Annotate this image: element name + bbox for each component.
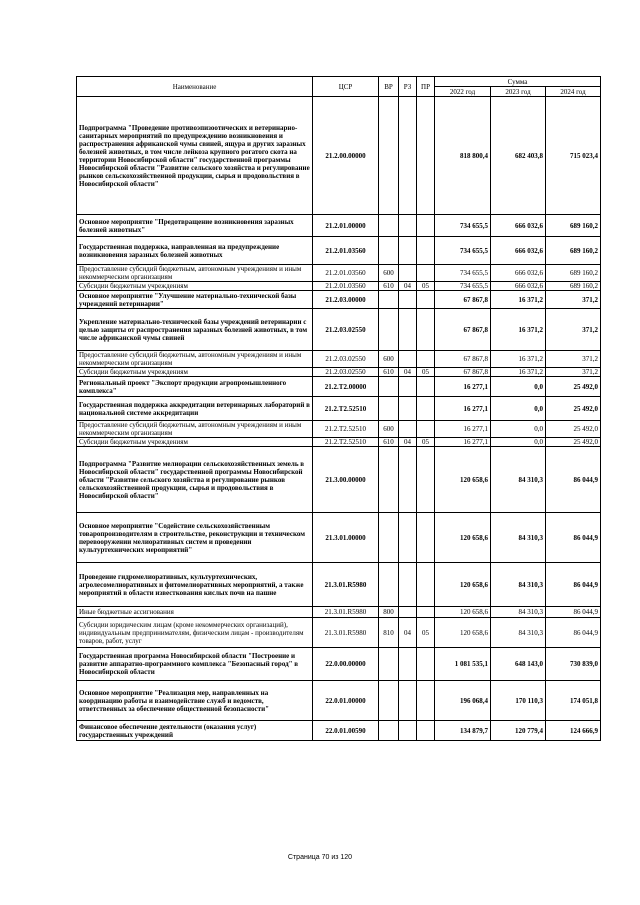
row-value-2024: 86 044,9 [546, 447, 601, 513]
row-rz [399, 513, 417, 563]
row-value-2023: 170 110,3 [491, 681, 546, 721]
table-row [77, 309, 601, 351]
row-csr: 21.2.03.02550 [313, 309, 379, 351]
table-row [77, 291, 601, 309]
row-pr: 05 [417, 438, 435, 447]
row-value-2024: 86 044,9 [546, 618, 601, 648]
row-vr: 600 [379, 265, 399, 282]
row-vr [379, 237, 399, 265]
row-value-2024: 25 492,0 [546, 397, 601, 421]
table-row [77, 607, 601, 618]
row-value-2022: 67 867,8 [435, 291, 491, 309]
row-rz: 04 [399, 368, 417, 377]
table-row [77, 97, 601, 215]
row-value-2024: 689 160,2 [546, 282, 601, 291]
row-value-2023: 666 032,6 [491, 215, 546, 237]
header-csr: ЦСР [313, 77, 379, 97]
row-name: Субсидии бюджетным учреждениям [77, 282, 313, 291]
row-pr [417, 265, 435, 282]
row-rz [399, 215, 417, 237]
table-row [77, 377, 601, 397]
row-csr: 21.2.01.03560 [313, 237, 379, 265]
row-pr [417, 421, 435, 438]
row-value-2023: 84 310,3 [491, 513, 546, 563]
row-value-2022: 16 277,1 [435, 421, 491, 438]
row-pr [417, 215, 435, 237]
table-row [77, 351, 601, 368]
row-value-2022: 120 658,6 [435, 563, 491, 607]
row-name: Основное мероприятие "Реализация мер, направленных на координацию работы и взаимодействие служб и ведомств, ответственных за обеспечение общественной безопасности" [77, 681, 313, 721]
row-name: Иные бюджетные ассигнования [77, 607, 313, 618]
row-value-2022: 818 800,4 [435, 97, 491, 215]
row-rz [399, 681, 417, 721]
row-vr: 810 [379, 618, 399, 648]
page-number: Страница 70 из 120 [287, 854, 353, 861]
row-csr: 21.2.01.03560 [313, 265, 379, 282]
row-value-2022: 734 655,5 [435, 215, 491, 237]
row-csr: 21.3.01.R5980 [313, 607, 379, 618]
row-value-2022: 67 867,8 [435, 309, 491, 351]
row-value-2023: 84 310,3 [491, 563, 546, 607]
row-pr [417, 291, 435, 309]
row-rz [399, 351, 417, 368]
row-value-2022: 16 277,1 [435, 377, 491, 397]
table-row [77, 513, 601, 563]
row-pr [417, 309, 435, 351]
row-rz [399, 237, 417, 265]
table-row [77, 563, 601, 607]
row-pr [417, 377, 435, 397]
table-row [77, 397, 601, 421]
row-value-2022: 120 658,6 [435, 513, 491, 563]
row-value-2023: 0,0 [491, 421, 546, 438]
row-value-2022: 134 879,7 [435, 721, 491, 741]
row-value-2024: 730 839,0 [546, 648, 601, 681]
table-row [77, 438, 601, 447]
row-value-2023: 16 371,2 [491, 351, 546, 368]
row-name: Региональный проект "Экспорт продукции агропромышленного комплекса" [77, 377, 313, 397]
row-pr [417, 513, 435, 563]
row-csr: 21.2.03.00000 [313, 291, 379, 309]
row-value-2024: 25 492,0 [546, 421, 601, 438]
row-vr [379, 397, 399, 421]
row-pr: 05 [417, 282, 435, 291]
row-rz [399, 97, 417, 215]
row-pr [417, 351, 435, 368]
row-value-2022: 16 277,1 [435, 438, 491, 447]
row-value-2024: 25 492,0 [546, 377, 601, 397]
header-year-2023: 2023 год [491, 87, 546, 97]
row-value-2023: 84 310,3 [491, 618, 546, 648]
row-vr [379, 97, 399, 215]
row-rz [399, 421, 417, 438]
row-value-2024: 715 023,4 [546, 97, 601, 215]
row-value-2023: 0,0 [491, 397, 546, 421]
row-value-2023: 0,0 [491, 377, 546, 397]
row-pr [417, 397, 435, 421]
table-row [77, 447, 601, 513]
row-rz [399, 607, 417, 618]
row-value-2023: 666 032,6 [491, 237, 546, 265]
row-value-2022: 1 081 535,1 [435, 648, 491, 681]
row-csr: 21.3.01.R5980 [313, 618, 379, 648]
row-name: Подпрограмма "Развитие мелиорации сельскохозяйственных земель в Новосибирской области" государственной программы Новосибирской области "Развитие сельского хозяйства и регулирование рынков сельскохозяйственной продукции, сырья и продовольствия в Новосибирской области" [77, 447, 313, 513]
row-value-2023: 682 403,8 [491, 97, 546, 215]
row-name: Государственная программа Новосибирской области "Построение и развитие аппаратно-программного комплекса "Безопасный город" в Новосибирской области [77, 648, 313, 681]
table-body [77, 97, 601, 741]
row-value-2024: 86 044,9 [546, 607, 601, 618]
row-value-2022: 67 867,8 [435, 351, 491, 368]
row-rz [399, 309, 417, 351]
row-csr: 22.0.00.00000 [313, 648, 379, 681]
row-value-2023: 16 371,2 [491, 309, 546, 351]
row-value-2022: 196 068,4 [435, 681, 491, 721]
table-row [77, 237, 601, 265]
row-vr [379, 309, 399, 351]
row-value-2023: 16 371,2 [491, 291, 546, 309]
row-value-2023: 120 779,4 [491, 721, 546, 741]
table-row [77, 421, 601, 438]
row-csr: 22.0.01.00590 [313, 721, 379, 741]
header-name: Наименование [77, 77, 313, 97]
row-csr: 21.2.00.00000 [313, 97, 379, 215]
table-row [77, 618, 601, 648]
row-rz [399, 377, 417, 397]
row-value-2022: 734 655,5 [435, 265, 491, 282]
row-name: Основное мероприятие "Содействие сельскохозяйственным товаропроизводителям в строительстве, реконструкции и техническом перевооружении мелиоративных систем и проведении культуртехнических мероприятий" [77, 513, 313, 563]
row-vr [379, 513, 399, 563]
row-name: Финансовое обеспечение деятельности (оказания услуг) государственных учреждений [77, 721, 313, 741]
row-name: Предоставление субсидий бюджетным, автономным учреждениям и иным некоммерческим организациям [77, 351, 313, 368]
header-sum: Сумма [435, 77, 601, 87]
row-pr [417, 721, 435, 741]
row-pr [417, 97, 435, 215]
row-value-2024: 689 160,2 [546, 237, 601, 265]
row-name: Государственная поддержка, направленная на предупреждение возникновения заразных болезней животных [77, 237, 313, 265]
row-value-2022: 120 658,6 [435, 618, 491, 648]
row-value-2024: 86 044,9 [546, 563, 601, 607]
row-value-2024: 371,2 [546, 309, 601, 351]
row-name: Субсидии юридическим лицам (кроме некоммерческих организаций), индивидуальным предпринимателям, физическим лицам - производителям товаров, работ, услуг [77, 618, 313, 648]
budget-table [76, 76, 601, 741]
row-name: Основное мероприятие "Предотвращение возникновения заразных болезней животных" [77, 215, 313, 237]
row-rz [399, 397, 417, 421]
row-value-2023: 84 310,3 [491, 607, 546, 618]
row-value-2023: 0,0 [491, 438, 546, 447]
row-vr: 610 [379, 282, 399, 291]
row-vr: 610 [379, 438, 399, 447]
row-value-2022: 734 655,5 [435, 237, 491, 265]
row-value-2024: 371,2 [546, 368, 601, 377]
row-name: Государственная поддержка аккредитации ветеринарных лабораторий в национальной системе аккредитации [77, 397, 313, 421]
row-rz: 04 [399, 438, 417, 447]
row-csr: 21.2.03.02550 [313, 368, 379, 377]
row-rz [399, 265, 417, 282]
row-csr: 21.3.00.00000 [313, 447, 379, 513]
table-row [77, 681, 601, 721]
header-vr: ВР [379, 77, 399, 97]
row-name: Проведение гидромелиоративных, культуртехнических, агролесомелиоративных и фитомелиоративных мероприятий, а также мероприятий в области известкования кислых почв на пашне [77, 563, 313, 607]
table-row [77, 721, 601, 741]
row-pr: 05 [417, 368, 435, 377]
row-pr: 05 [417, 618, 435, 648]
row-value-2024: 371,2 [546, 351, 601, 368]
row-pr [417, 607, 435, 618]
row-csr: 21.2.03.02550 [313, 351, 379, 368]
row-pr [417, 563, 435, 607]
row-vr: 600 [379, 351, 399, 368]
row-value-2024: 86 044,9 [546, 513, 601, 563]
header-year-2024: 2024 год [546, 87, 601, 97]
row-pr [417, 447, 435, 513]
row-csr: 21.2.01.03560 [313, 282, 379, 291]
table-row [77, 648, 601, 681]
row-vr [379, 563, 399, 607]
row-vr [379, 377, 399, 397]
row-rz [399, 447, 417, 513]
row-pr [417, 237, 435, 265]
table-row [77, 215, 601, 237]
row-name: Субсидии бюджетным учреждениям [77, 368, 313, 377]
header-year-2022: 2022 год [435, 87, 491, 97]
row-vr: 800 [379, 607, 399, 618]
row-vr [379, 215, 399, 237]
row-name: Предоставление субсидий бюджетным, автономным учреждениям и иным некоммерческим организациям [77, 421, 313, 438]
row-name: Субсидии бюджетным учреждениям [77, 438, 313, 447]
row-csr: 21.2.T2.00000 [313, 377, 379, 397]
row-value-2022: 734 655,5 [435, 282, 491, 291]
row-value-2024: 371,2 [546, 291, 601, 309]
row-value-2024: 689 160,2 [546, 265, 601, 282]
header-pr: ПР [417, 77, 435, 97]
row-rz [399, 721, 417, 741]
row-value-2022: 120 658,6 [435, 447, 491, 513]
table-row [77, 368, 601, 377]
row-csr: 21.3.01.00000 [313, 513, 379, 563]
row-vr [379, 648, 399, 681]
row-csr: 21.2.01.00000 [313, 215, 379, 237]
row-vr [379, 681, 399, 721]
row-vr [379, 447, 399, 513]
header-rz: РЗ [399, 77, 417, 97]
row-vr: 600 [379, 421, 399, 438]
row-csr: 22.0.01.00000 [313, 681, 379, 721]
row-rz [399, 291, 417, 309]
row-value-2024: 689 160,2 [546, 215, 601, 237]
row-value-2022: 16 277,1 [435, 397, 491, 421]
row-value-2023: 666 032,6 [491, 282, 546, 291]
row-rz [399, 648, 417, 681]
row-csr: 21.2.T2.52510 [313, 421, 379, 438]
row-vr [379, 291, 399, 309]
row-value-2023: 648 143,0 [491, 648, 546, 681]
row-value-2022: 120 658,6 [435, 607, 491, 618]
row-pr [417, 648, 435, 681]
row-name: Основное мероприятие "Улучшение материально-технической базы учреждений ветеринарии" [77, 291, 313, 309]
row-rz: 04 [399, 282, 417, 291]
row-name: Предоставление субсидий бюджетным, автономным учреждениям и иным некоммерческим организациям [77, 265, 313, 282]
row-vr [379, 721, 399, 741]
row-csr: 21.2.T2.52510 [313, 438, 379, 447]
row-value-2024: 25 492,0 [546, 438, 601, 447]
row-name: Подпрограмма "Проведение противоэпизоотических и ветеринарно-санитарных мероприятий по предупреждению возникновения и распространения африканской чумы свиней, ящура и других заразных болезней животных, в том числе лейкоза крупного рогатого скота на территории Новосибирской области" государственной программы Новосибирской области "Развитие сельского хозяйства и регулирование рынков сельскохозяйственной продукции, сырья и продовольствия в Новосибирской области" [77, 97, 313, 215]
row-value-2022: 67 867,8 [435, 368, 491, 377]
row-value-2024: 124 666,9 [546, 721, 601, 741]
row-name: Укрепление материально-технической базы учреждений ветеринарии с целью защиты от распространения заразных болезней животных, в том числе африканской чумы свиней [77, 309, 313, 351]
row-value-2023: 666 032,6 [491, 265, 546, 282]
row-csr: 21.3.01.R5980 [313, 563, 379, 607]
row-pr [417, 681, 435, 721]
row-value-2024: 174 051,8 [546, 681, 601, 721]
row-vr: 610 [379, 368, 399, 377]
row-rz [399, 563, 417, 607]
table-row [77, 265, 601, 282]
row-value-2023: 84 310,3 [491, 447, 546, 513]
row-value-2023: 16 371,2 [491, 368, 546, 377]
table-row [77, 282, 601, 291]
row-rz: 04 [399, 618, 417, 648]
row-csr: 21.2.T2.52510 [313, 397, 379, 421]
